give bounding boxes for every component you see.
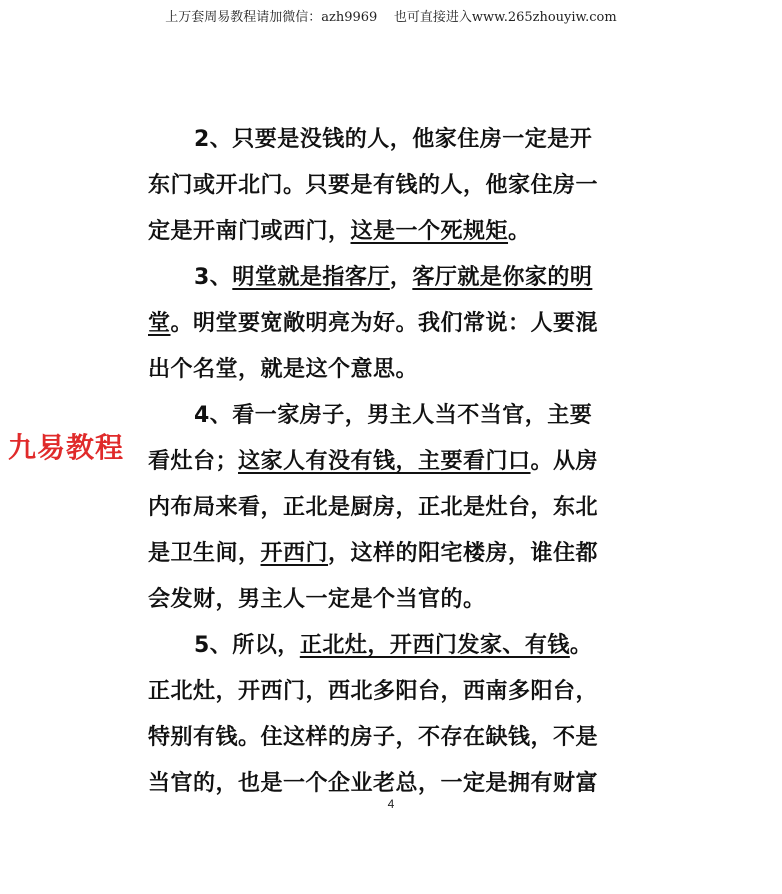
paragraph bbox=[148, 255, 648, 393]
underlined-text: 这是一个死规矩 bbox=[350, 219, 509, 244]
underlined-text: 开西门 bbox=[260, 541, 329, 566]
text-run: 出个名堂，就是这个意思。 bbox=[148, 357, 419, 382]
top-banner: 上万套周易教程请加微信：azh9969 也可直接进入www.265zhouyiw.com bbox=[165, 10, 617, 25]
text-line bbox=[148, 531, 648, 577]
underlined-text: 堂 bbox=[148, 311, 171, 336]
text-run: 内布局来看，正北是厨房，正北是灶台，东北 bbox=[148, 495, 599, 520]
text-run: 。 bbox=[508, 219, 531, 244]
text-run: 当官的，也是一个企业老总，一定是拥有财富 bbox=[148, 771, 599, 796]
text-run: 特别有钱。住这样的房子，不存在缺钱，不是 bbox=[148, 725, 599, 750]
text-line bbox=[148, 485, 648, 531]
watermark: 九易教程 bbox=[8, 431, 125, 464]
text-line bbox=[148, 669, 648, 715]
text-line bbox=[148, 117, 648, 163]
text-line bbox=[148, 347, 648, 393]
text-run: ，这样的阳宅楼房，谁住都 bbox=[328, 541, 599, 566]
text-run: 正北灶，开西门，西北多阳台，西南多阳台， bbox=[148, 679, 599, 704]
text-line bbox=[148, 393, 648, 439]
text-run: 4、看一家房子，男主人当不当官，主要 bbox=[194, 403, 593, 428]
text-run: 5、所以， bbox=[194, 633, 300, 658]
paragraph bbox=[148, 117, 648, 255]
text-run: 会发财，男主人一定是个当官的。 bbox=[148, 587, 486, 612]
underlined-text: 正北灶，开西门发家、有钱 bbox=[299, 633, 570, 658]
text-line bbox=[148, 163, 648, 209]
text-run: 3、 bbox=[194, 265, 233, 290]
text-line bbox=[148, 577, 648, 623]
underlined-text: 这家人有没有钱，主要看门口 bbox=[238, 449, 531, 474]
document-body bbox=[148, 117, 648, 807]
text-run: 。明堂要宽敞明亮为好。我们常说：人要混 bbox=[170, 311, 599, 336]
page-number: 4 bbox=[387, 797, 395, 811]
text-run: 。从房 bbox=[530, 449, 599, 474]
text-line bbox=[148, 715, 648, 761]
text-run: ， bbox=[389, 265, 413, 290]
text-line bbox=[148, 623, 648, 669]
text-line bbox=[148, 209, 648, 255]
paragraph bbox=[148, 623, 648, 807]
text-line bbox=[148, 439, 648, 485]
underlined-text: 客厅就是你家的明 bbox=[412, 265, 593, 290]
text-line bbox=[148, 255, 648, 301]
text-run: 是卫生间， bbox=[148, 541, 261, 566]
text-run: 。 bbox=[569, 633, 593, 658]
text-line bbox=[148, 301, 648, 347]
text-run: 定是开南门或西门， bbox=[148, 219, 351, 244]
underlined-text: 明堂就是指客厅 bbox=[232, 265, 390, 290]
text-run: 东门或开北门。只要是有钱的人，他家住房一 bbox=[148, 173, 599, 198]
paragraph bbox=[148, 393, 648, 623]
text-run: 看灶台； bbox=[148, 449, 239, 474]
text-run: 2、只要是没钱的人，他家住房一定是开 bbox=[194, 127, 593, 152]
